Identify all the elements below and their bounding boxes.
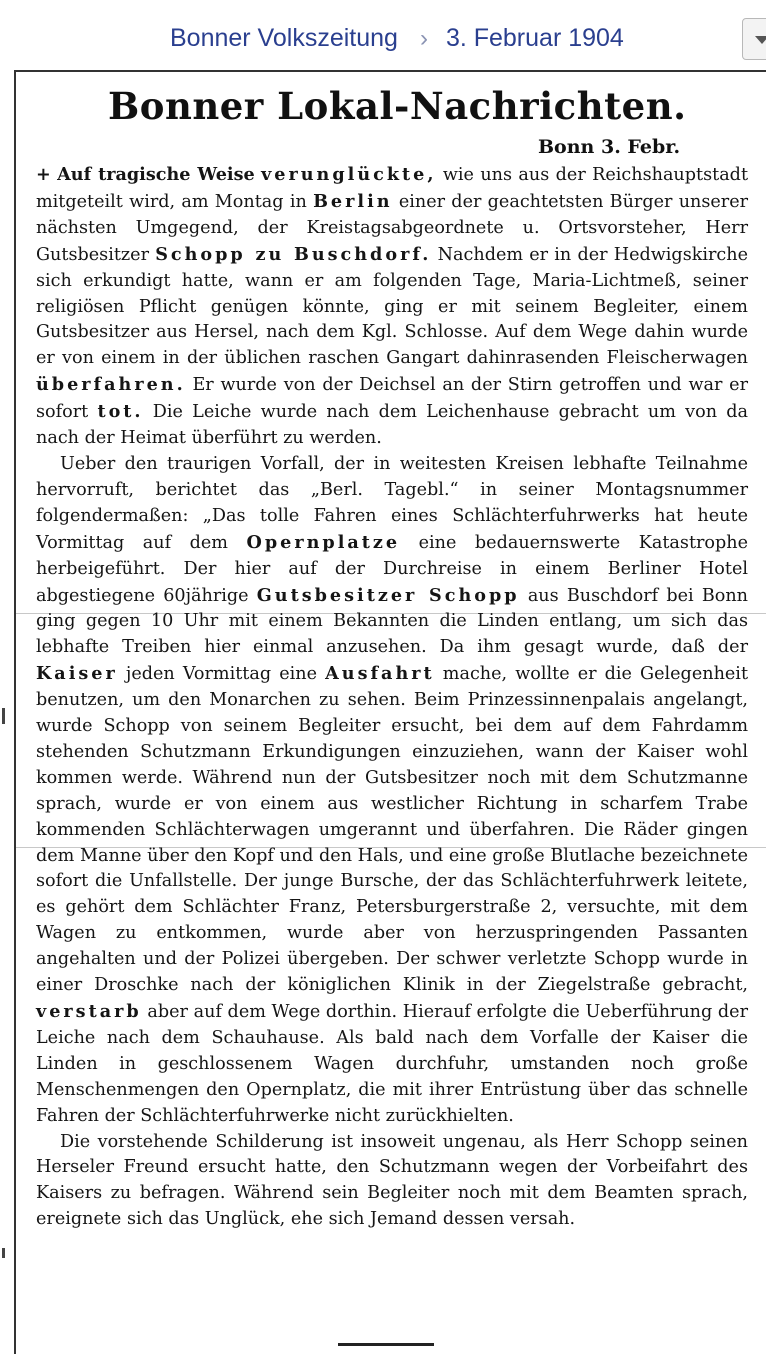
paragraph-text: wie uns aus der Reichshauptstadt mitgeteilt wird, am Montag in (36, 165, 749, 212)
spaced-word: Ausfahrt (325, 663, 435, 685)
spaced-word: Kaiser (36, 663, 118, 685)
paragraph-text: einer der geachtetsten Bürger unserer nächsten Umgegend, der Kreistagsabgeordnete u. Ortsvorsteher, Herr Gutsbesitzer (36, 191, 749, 265)
article-paragraph-3 (36, 1130, 748, 1234)
spaced-word: Gutsbesitzer Schopp (256, 584, 520, 606)
breadcrumb-issue-date-link[interactable]: 3. Februar 1904 (445, 24, 624, 52)
spaced-word: Schopp zu Buschdorf. (155, 243, 432, 265)
scan-margin-mark (2, 708, 5, 724)
article-dateline: Bonn 3. Febr. (538, 136, 681, 158)
lead-phrase: Auf tragische Weise (57, 164, 255, 185)
paragraph-text: aus Buschdorf bei Bonn ging gegen 10 Uhr mit einem Bekannten die Linden entlang, um sich das lebhafte Treiben hier einmal anzusehen. Da ihm gesagt wurde, daß der (36, 585, 749, 658)
spaced-word: überfahren. (36, 374, 186, 396)
newspaper-scan (14, 70, 766, 1354)
breadcrumb-newspaper-link[interactable]: Bonner Volkszeitung (170, 24, 398, 52)
chevron-down-icon (755, 36, 766, 44)
article-headline: Bonner Lokal-Nachrichten. (108, 84, 687, 128)
article-end-rule (338, 1343, 434, 1346)
spaced-word: tot. (97, 401, 144, 423)
paragraph-text: jeden Vormittag eine (125, 664, 318, 685)
scan-margin-mark (2, 1248, 5, 1258)
breadcrumb-separator: › (419, 25, 428, 52)
issue-menu-button[interactable] (742, 18, 766, 60)
paragraph-text: eine bedauernswerte Katastrophe herbeigeführt. Der hier auf der Durchreise in einem Berliner Hotel abgestiegene 60jährige (36, 532, 749, 606)
spaced-word: Opernplatze (246, 531, 401, 553)
spaced-word: verunglückte, (261, 164, 437, 185)
article-body (36, 162, 748, 1233)
article-paragraph-1 (36, 162, 748, 452)
spaced-word: verstarb (36, 1001, 142, 1022)
paragraph-text: Die Leiche wurde nach dem Leichenhause gebracht um von da nach der Heimat überführt zu werden. (36, 402, 748, 449)
paragraph-text: Er wurde von der Deichsel an der Stirn getroffen und war er sofort (36, 375, 748, 423)
paragraph-text: mache, wollte er die Gelegenheit benutzen, um den Monarchen zu sehen. Beim Prinzessinnenpalais angelangt, wurde Schopp von seinem Begleiter ersucht, bei dem auf dem Fahrdamm stehenden Schutzmann Erkundigungen einzuziehen, wann der Kaiser wohl kommen werde. Während nun der Gutsbesitzer noch mit dem Schutzmanne sprach, wurde er von einem aus westlicher Richtung in scharfem Trabe kommenden Schlächterwagen umgerannt und überfahren. Die Räder gingen dem Manne über den Kopf und den Hals, und eine große Blutlache bezeichnete sofort die Unfallstelle. Der junge Bursche, der das Schlächterfuhrwerk leitete, es gehört dem Schlächter Franz, Petersburgerstraße 2, versuchte, mit dem Wagen zu entkommen, wurde aber von herzuspringenden Passanten angehalten und der Polizei übergeben. Der schwer verletzte Schopp wurde in einer Droschke nach der königlichen Klinik in der Ziegelstraße gebracht, (36, 664, 749, 996)
paragraph-text: aber auf dem Wege dorthin. Hierauf erfolgte die Ueberführung der Leiche nach dem Schauhause. Als bald nach dem Vorfalle der Kaiser die Linden in geschlossenem Wagen durchfuhr, umstanden noch große Menschenmengen den Opernplatz, die mit ihrer Entrüstung über das schnelle Fahren der Schlächterfuhrwerke nicht zurückhielten. (36, 1002, 748, 1126)
spaced-word: Berlin (313, 190, 393, 212)
article-paragraph-2 (36, 452, 748, 1130)
paragraph-text: Ueber den traurigen Vorfall, der in weitesten Kreisen lebhafte Teilnahme hervorruft, berichtet das „Berl. Tagebl.“ in seiner Montagsnummer folgendermaßen: „Das tolle Fahren eines Schlächterfuhrwerks hat heute Vormittag auf dem (36, 453, 748, 553)
paragraph-text: Nachdem er in der Hedwigskirche sich erkundigt hatte, wann er am folgenden Tage, Maria-Lichtmeß, seiner religiösen Pflicht genügen könnte, ging er mit seinem Begleiter, einem Gutsbesitzer aus Hersel, nach dem Kgl. Schlosse. Auf dem Wege dahin wurde er von einem in der üblichen raschen Gangart dahinrasenden Fleischerwagen (36, 244, 749, 369)
column-top-rule (16, 70, 766, 72)
breadcrumb (170, 24, 624, 53)
paragraph-text: Die vorstehende Schilderung ist insoweit ungenau, als Herr Schopp seinen Herseler Freund ersucht hatte, den Schutzmann wegen der Vorbeifahrt des Kaisers zu befragen. Während sein Begleiter noch mit dem Beamten sprach, ereignete sich das Unglück, ehe sich Jemand dessen versah. (36, 1131, 748, 1230)
viewer-header (0, 0, 766, 70)
lead-symbol: + (36, 164, 51, 185)
